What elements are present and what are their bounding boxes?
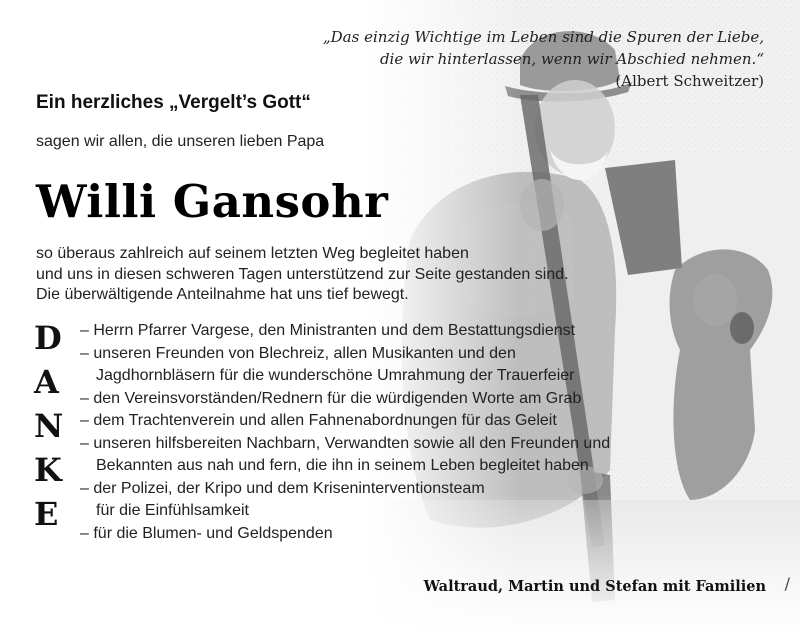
quote-author: (Albert Schweitzer): [615, 72, 764, 90]
thanks-item-continued: für die Einfühlsamkeit: [96, 502, 249, 519]
danke-letter: K: [34, 451, 62, 489]
thanks-item-continued: Bekannten aus nah und fern, die ihn in seinem Leben begleitet haben: [96, 457, 589, 474]
paragraph-line: so überaus zahlreich auf seinem letzten Weg begleitet haben: [36, 245, 469, 262]
danke-letter: A: [34, 363, 59, 401]
quote-line: die wir hinterlassen, wenn wir Abschied nehmen.“: [379, 50, 764, 68]
thanks-item: – dem Trachtenverein und allen Fahnenabordnungen für das Geleit: [80, 412, 557, 429]
corner-mark: /: [784, 574, 790, 593]
quote-block: [264, 26, 764, 92]
thanks-item: – der Polizei, der Kripo und dem Kriseninterventionsteam: [80, 479, 485, 497]
thanks-list: [80, 320, 610, 545]
deceased-name: Willi Gansohr: [36, 175, 389, 228]
notice-title: Ein herzliches „Vergelt’s Gott“: [36, 92, 311, 113]
danke-letter: E: [34, 495, 59, 533]
thanks-item: – unseren Freunden von Blechreiz, allen Musikanten und den: [80, 344, 516, 362]
family-signature: Waltraud, Martin und Stefan mit Familien: [423, 578, 766, 595]
danke-letter: D: [34, 319, 62, 357]
thanks-item: – Herrn Pfarrer Vargese, den Ministranten und dem Bestattungsdienst: [80, 322, 576, 339]
thanks-item: – für die Blumen- und Geldspenden: [80, 524, 333, 542]
thanks-item-continued: Jagdhornbläsern für die wunderschöne Umrahmung der Trauerfeier: [96, 367, 575, 384]
paragraph-line: und uns in diesen schweren Tagen unterstützend zur Seite gestanden sind.: [36, 265, 569, 283]
paragraph-line: Die überwältigende Anteilnahme hat uns tief bewegt.: [36, 286, 409, 303]
gratitude-paragraph: [36, 244, 569, 306]
thanks-item: – den Vereinsvorständen/Rednern für die würdigenden Worte am Grab: [80, 389, 582, 407]
thanks-item: – unseren hilfsbereiten Nachbarn, Verwandten sowie all den Freunden und: [80, 434, 611, 452]
danke-vertical: [34, 316, 64, 536]
intro-text: sagen wir allen, die unseren lieben Papa: [36, 133, 325, 150]
danke-letter: N: [34, 407, 64, 445]
quote-line: „Das einzig Wichtige im Leben sind die Spuren der Liebe,: [322, 28, 764, 46]
